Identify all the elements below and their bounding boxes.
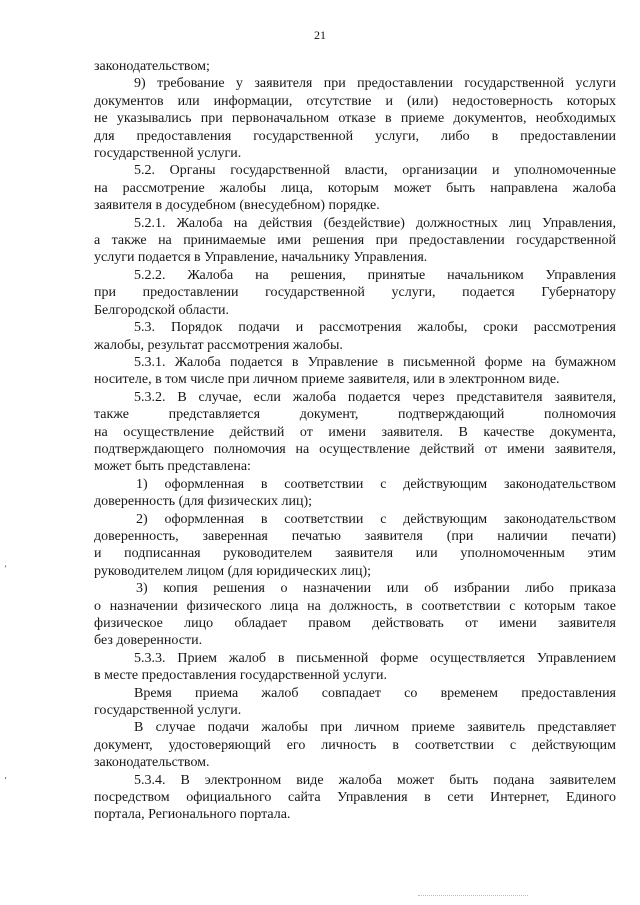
paragraph bbox=[94, 162, 616, 214]
text-line: при предоставлении государственной услуги, подается Губернатору bbox=[94, 285, 616, 301]
paragraph bbox=[94, 476, 616, 511]
text-line: на рассмотрение жалобы лица, которым может быть направлена жалоба bbox=[94, 180, 616, 196]
text-line: Белгородской области. bbox=[94, 302, 229, 318]
scan-mark: ، bbox=[4, 772, 7, 782]
paragraph bbox=[94, 58, 616, 75]
paragraph bbox=[94, 772, 616, 824]
paragraph bbox=[94, 511, 616, 581]
text-line: 5.3.1. Жалоба подается в Управление в письменной форме на бумажном bbox=[134, 354, 616, 370]
document-body bbox=[94, 58, 616, 824]
text-line: 3) копия решения о назначении или об избрании либо приказа bbox=[136, 581, 616, 597]
text-line: услуги подается в Управление, начальнику Управления. bbox=[94, 250, 428, 266]
text-line: на осуществление действий от имени заявителя. В качестве документа, bbox=[94, 424, 616, 440]
text-line: для предоставления государственной услуги, либо в предоставлении bbox=[94, 128, 616, 144]
text-line: подтверждающего полномочия на осуществление действий от имени заявителя, bbox=[94, 441, 616, 457]
text-line: 5.2.1. Жалоба на действия (бездействие) должностных лиц Управления, bbox=[134, 215, 616, 231]
text-line: заявителя в досудебном (внесудебном) порядке. bbox=[94, 198, 380, 214]
paragraph bbox=[94, 650, 616, 685]
text-line: 5.3. Порядок подачи и рассмотрения жалобы, сроки рассмотрения bbox=[134, 320, 616, 336]
paragraph bbox=[94, 215, 616, 267]
text-line: в месте предоставления государственной услуги. bbox=[94, 668, 388, 684]
paragraph bbox=[94, 319, 616, 354]
text-line: жалобы, результат рассмотрения жалобы. bbox=[94, 337, 343, 353]
text-line: 5.2. Органы государственной власти, организации и уполномоченные bbox=[134, 163, 616, 179]
text-line: доверенность (для физических лиц); bbox=[94, 494, 313, 510]
paragraph bbox=[94, 685, 616, 720]
text-line: 5.3.3. Прием жалоб в письменной форме осуществляется Управлением bbox=[134, 650, 616, 666]
paragraph bbox=[94, 354, 616, 389]
text-line: также представляется документ, подтверждающий полномочия bbox=[94, 407, 616, 423]
text-line: 5.2.2. Жалоба на решения, принятые начальником Управления bbox=[134, 267, 616, 283]
paragraph bbox=[94, 719, 616, 771]
paragraph bbox=[94, 580, 616, 650]
paragraph bbox=[94, 389, 616, 476]
text-line: 5.3.4. В электронном виде жалоба может быть подана заявителем bbox=[134, 772, 616, 788]
text-line: 5.3.2. В случае, если жалоба подается через представителя заявителя, bbox=[134, 389, 616, 405]
text-line: физическое лицо обладает правом действовать от имени заявителя bbox=[94, 616, 616, 631]
text-line: о назначении физического лица на должность, в соответствии с которым такое bbox=[94, 598, 616, 614]
page-number: 21 bbox=[314, 28, 326, 42]
text-line: доверенность, заверенная печатью заявителя (при наличии печати) bbox=[94, 528, 616, 544]
text-line: руководителем лицом (для юридических лиц); bbox=[94, 563, 371, 579]
text-line: Время приема жалоб совпадает со временем предоставления bbox=[134, 685, 616, 701]
text-line: может быть представлена: bbox=[94, 459, 251, 475]
scan-artifact-dotted-line bbox=[418, 895, 528, 896]
text-line: без доверенности. bbox=[94, 633, 203, 649]
text-line: не указывались при первоначальном отказе в приеме документов, необходимых bbox=[94, 111, 616, 127]
text-line: посредством официального сайта Управления в сети Интернет, Единого bbox=[94, 790, 616, 806]
text-line: документов или информации, отсутствие и (или) недостоверность которых bbox=[94, 93, 616, 109]
scan-mark: ʼ bbox=[4, 565, 7, 575]
text-line: документ, удостоверяющий его личность в соответствии с действующим bbox=[94, 737, 616, 753]
text-line: государственной услуги. bbox=[94, 703, 242, 719]
text-line: носителе, в том числе при личном приеме заявителя, или в электронном виде. bbox=[94, 372, 560, 388]
text-line: 9) требование у заявителя при предоставлении государственной услуги bbox=[134, 76, 616, 92]
text-line: 1) оформленная в соответствии с действующим законодательством bbox=[136, 476, 616, 492]
text-line: и подписанная руководителем заявителя или уполномоченным этим bbox=[94, 546, 616, 562]
text-line: государственной услуги. bbox=[94, 146, 242, 162]
text-line: законодательством; bbox=[94, 59, 210, 74]
paragraph bbox=[94, 75, 616, 162]
text-line: законодательством. bbox=[94, 755, 210, 771]
paragraph bbox=[94, 267, 616, 319]
text-line: 2) оформленная в соответствии с действующим законодательством bbox=[136, 511, 616, 527]
text-line: портала, Регионального портала. bbox=[94, 807, 291, 823]
text-line: В случае подачи жалобы при личном приеме заявитель представляет bbox=[134, 720, 616, 736]
text-line: а также на принимаемые ими решения при предоставлении государственной bbox=[94, 233, 616, 249]
